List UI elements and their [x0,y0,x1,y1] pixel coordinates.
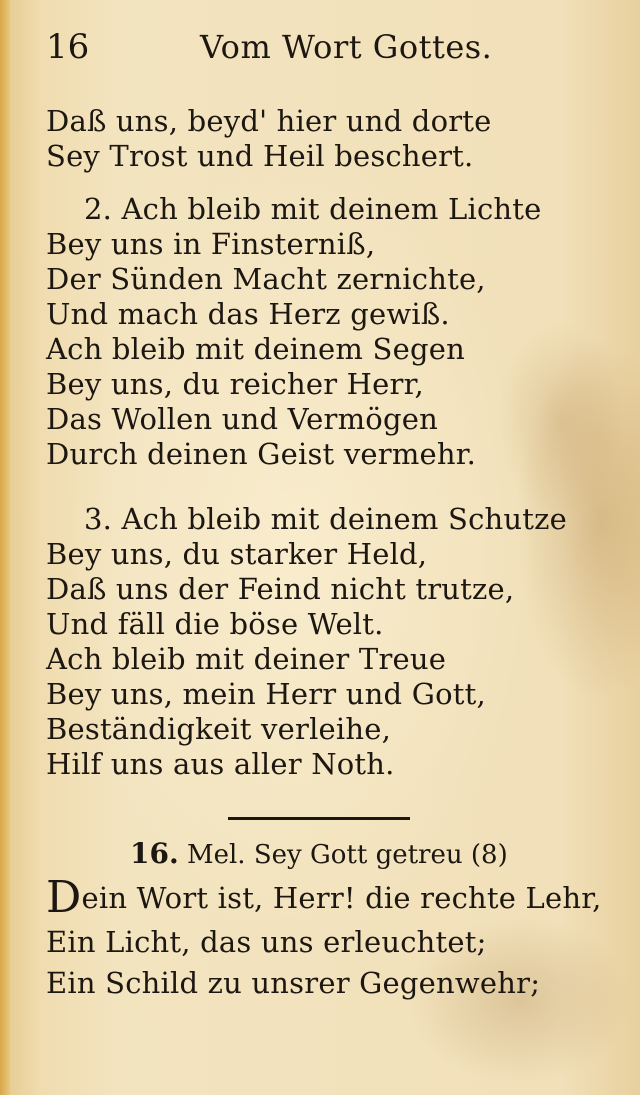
verse-line: Hilf uns aus aller Noth. [46,747,395,781]
running-title: Vom Wort Gottes. [200,28,493,66]
stanza-3 [46,502,606,782]
drop-initial: D [46,872,82,923]
verse-line: Ach bleib mit deiner Treue [46,642,447,676]
first-line-text: ein Wort ist, Herr! die rechte Lehr, [81,881,602,915]
verse-line: Ach bleib mit deinem Segen [46,332,465,366]
page-header [0,24,640,74]
verse-line: 2. Ach bleib mit deinem Lichte [84,192,542,226]
verse-line: Bey uns, du starker Held, [46,537,428,571]
verse-line: Und mach das Herz gewiß. [46,297,450,331]
verse-line: Bey uns, du reicher Herr, [46,367,424,401]
verse-line: Ein Licht, das uns erleuchtet; [46,925,487,959]
page-edge [0,0,10,1095]
verse-line: Durch deinen Geist vermehr. [46,437,477,471]
section-divider [228,817,410,820]
stanza-2 [46,192,606,472]
verse-line: Daß uns, beyd' hier und dorte [46,104,492,138]
melody-indication: Mel. Sey Gott getreu (8) [186,840,508,870]
verse-line: 3. Ach bleib mit deinem Schutze [84,502,567,536]
verse-line: Bey uns in Finsterniß, [46,227,376,261]
verse-line: Bey uns, mein Herr und Gott, [46,677,486,711]
hymn-16-text [46,872,606,1001]
verse-line: Der Sünden Macht zernichte, [46,262,486,296]
hymn-number: 16. [130,837,179,870]
verse-line: Beständigkeit verleihe, [46,712,392,746]
verse-line: Daß uns der Feind nicht trutze, [46,572,515,606]
continuation-lines [46,104,606,174]
hymn-heading [130,836,508,872]
verse-line-first [46,872,606,923]
verse-line: Ein Schild zu unsrer Gegenwehr; [46,966,541,1000]
page-number: 16 [46,27,90,67]
verse-line: Und fäll die böse Welt. [46,607,384,641]
verse-line: Sey Trost und Heil beschert. [46,139,474,173]
verse-line: Das Wollen und Vermögen [46,402,438,436]
